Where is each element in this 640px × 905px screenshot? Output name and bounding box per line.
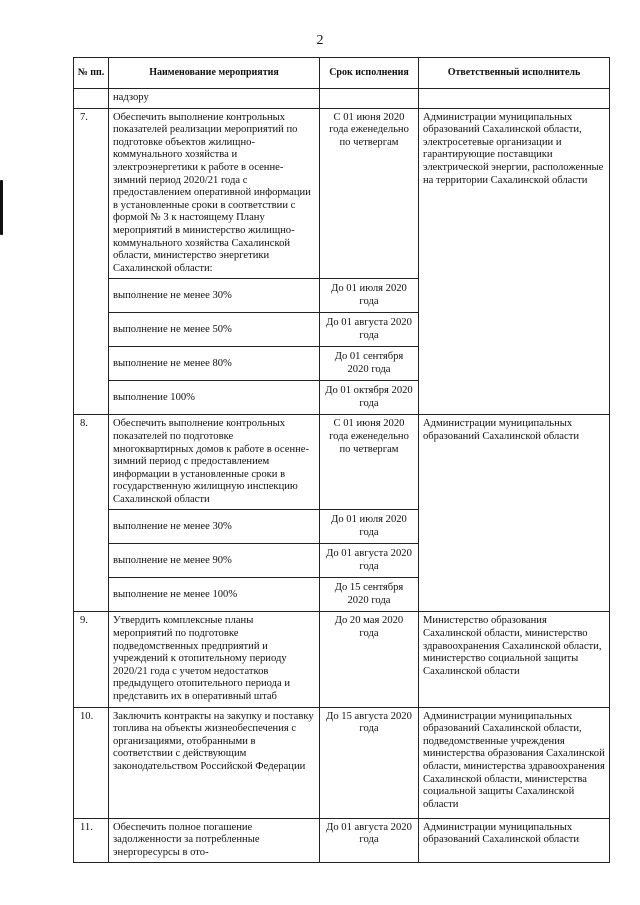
table-row xyxy=(74,707,610,818)
row-responsible: Администрации муниципальных образований Сахалинской области xyxy=(419,415,610,612)
binding-mark xyxy=(0,180,3,235)
continuation-text: надзору xyxy=(109,89,320,109)
row-responsible: Администрации муниципальных образований Сахалинской области xyxy=(419,818,610,863)
subrow-term: До 01 октября 2020 года xyxy=(320,381,419,415)
row-responsible: Администрации муниципальных образований Сахалинской области, электросетевые организации и гарантирующие поставщики электрической энергии, расположенные на территории Сахалинской области xyxy=(419,108,610,415)
row-responsible: Администрации муниципальных образований Сахалинской области, подведомственные учреждения министерства образования Сахалинской области, министерства здравоохранения Сахалинской области, министерства социальной защиты Сахалинской области xyxy=(419,707,610,818)
subrow-activity: выполнение не менее 100% xyxy=(109,578,320,612)
subrow-term: До 01 июля 2020 года xyxy=(320,510,419,544)
row-number: 7. xyxy=(74,108,109,415)
subrow-activity: выполнение не менее 90% xyxy=(109,544,320,578)
row-activity: Обеспечить полное погашение задолженности за потребленные энергоресурсы в ото- xyxy=(109,818,320,863)
row-activity: Обеспечить выполнение контрольных показателей по подготовке многоквартирных домов к работе в осенне-зимний период с предоставлением информации в установленные сроки в государственную жилищную инспекцию Сахалинской области xyxy=(109,415,320,510)
header-term: Срок исполнения xyxy=(320,58,419,89)
row-number: 9. xyxy=(74,612,109,707)
table-row xyxy=(74,818,610,863)
subrow-activity: выполнение не менее 30% xyxy=(109,279,320,313)
subrow-term: До 01 августа 2020 года xyxy=(320,544,419,578)
subrow-activity: выполнение не менее 30% xyxy=(109,510,320,544)
table-row xyxy=(74,612,610,707)
page-number: 2 xyxy=(316,33,324,48)
subrow-activity: выполнение не менее 80% xyxy=(109,347,320,381)
row-term: До 15 августа 2020 года xyxy=(320,707,419,818)
plan-table xyxy=(73,57,610,863)
row-number: 11. xyxy=(74,818,109,863)
row-term: До 01 августа 2020 года xyxy=(320,818,419,863)
subrow-term: До 01 сентября 2020 года xyxy=(320,347,419,381)
subrow-term: До 01 июля 2020 года xyxy=(320,279,419,313)
subrow-activity: выполнение 100% xyxy=(109,381,320,415)
row-term: До 20 мая 2020 года xyxy=(320,612,419,707)
row-activity: Утвердить комплексные планы мероприятий по подготовке подведомственных предприятий и учреждений к отопительному периоду 2020/21 года с учетом недостатков предыдущего отопительного периода и представить их в оперативный штаб xyxy=(109,612,320,707)
row-term: С 01 июня 2020 года еженедельно по четвергам xyxy=(320,108,419,279)
header-num: № пп. xyxy=(74,58,109,89)
row-number: 10. xyxy=(74,707,109,818)
continuation-row xyxy=(74,89,610,109)
row-activity: Заключить контракты на закупку и поставку топлива на объекты жизнеобеспечения с организациями, отобранными в соответствии с действующим законодательством Российской Федерации xyxy=(109,707,320,818)
row-term: С 01 июня 2020 года еженедельно по четвергам xyxy=(320,415,419,510)
header-responsible: Ответственный исполнитель xyxy=(419,58,610,89)
subrow-activity: выполнение не менее 50% xyxy=(109,313,320,347)
subrow-term: До 01 августа 2020 года xyxy=(320,313,419,347)
header-name: Наименование мероприятия xyxy=(109,58,320,89)
row-number: 8. xyxy=(74,415,109,612)
subrow-term: До 15 сентября 2020 года xyxy=(320,578,419,612)
table-header-row xyxy=(74,58,610,89)
row-responsible: Министерство образования Сахалинской области, министерство здравоохранения Сахалинской области, министерство социальной защиты Сахалинской области xyxy=(419,612,610,707)
row-activity: Обеспечить выполнение контрольных показателей реализации мероприятий по подготовке объектов жилищно-коммунального хозяйства и электроэнергетики к работе в осенне-зимний период 2020/21 года с предоставлением оперативной информации в установленные сроки в соответствии с формой № 3 к настоящему Плану мероприятий в министерство жилищно-коммунального хозяйства Сахалинской области, министерство энергетики Сахалинской области: xyxy=(109,108,320,279)
table-row xyxy=(74,415,610,510)
table-row xyxy=(74,108,610,279)
